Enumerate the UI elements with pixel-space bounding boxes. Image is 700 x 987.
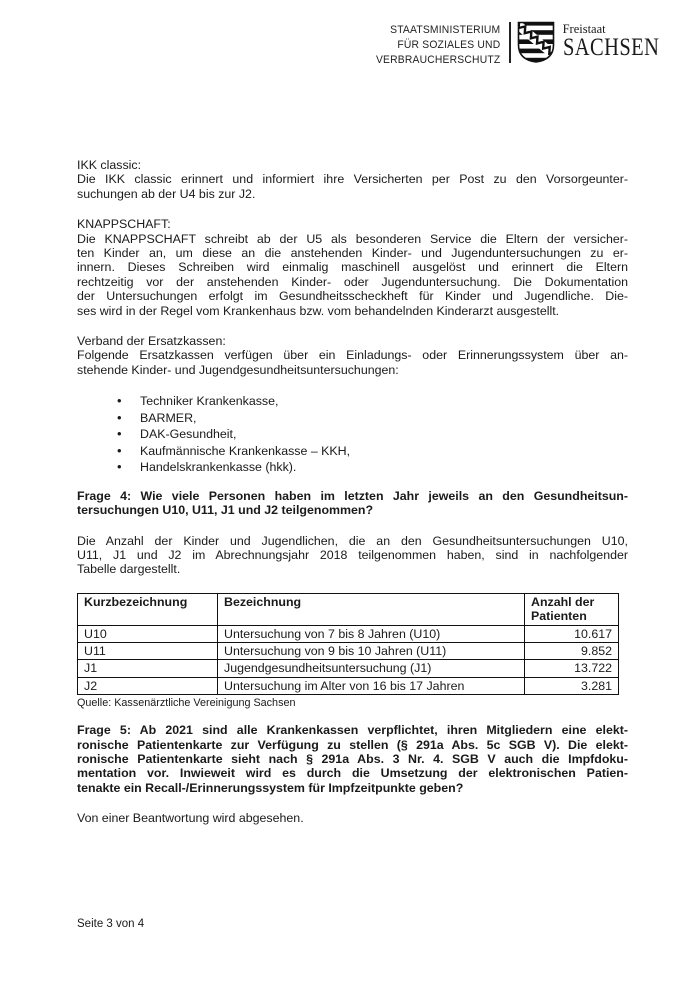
text-line: Die KNAPPSCHAFT schreibt ab der U5 als besonderen Service die Eltern der versicher- xyxy=(77,231,628,246)
table-cell: 9.852 xyxy=(525,643,619,660)
page-footer xyxy=(77,918,144,930)
ministry-line: VERBRAUCHERSCHUTZ xyxy=(376,53,501,66)
ministry-line: FÜR SOZIALES UND xyxy=(397,38,501,51)
letter-body xyxy=(77,158,628,842)
question-paragraph xyxy=(77,723,628,795)
text-line: suchungen ab der U4 bis zur J2. xyxy=(77,186,256,201)
text-line: stehende Kinder- und Jugendgesundheitsuntersuchungen: xyxy=(77,362,399,377)
table-cell: J1 xyxy=(78,660,218,677)
table-cell: 13.722 xyxy=(525,660,619,677)
paragraph-label: IKK classic: xyxy=(77,158,142,172)
column-header: Kurzbezeichnung xyxy=(78,593,218,625)
paragraph xyxy=(77,217,628,318)
state-brand xyxy=(563,20,680,60)
table-cell: U10 xyxy=(78,625,218,642)
paragraph xyxy=(77,334,628,377)
text-line: ses wird in der Regel vom Krankenhaus bzw. vom behandelnden Kinderarzt ausgestellt. xyxy=(77,303,560,318)
table-cell: Untersuchung im Alter von 16 bis 17 Jahren xyxy=(218,677,525,694)
text-line: tenakte ein Recall-/Erinnerungssystem für Impfzeitpunkte geben? xyxy=(77,780,464,795)
question-paragraph xyxy=(77,489,628,518)
text-line: ronische Patientenkarte sieht nach § 291a Abs. 3 Nr. 4. SGB V auch die Impfdoku- xyxy=(77,752,628,767)
table-header-row xyxy=(78,593,619,625)
header-divider xyxy=(509,22,511,63)
text-line: Tabelle dargestellt. xyxy=(77,562,181,577)
list-item: • BARMER, xyxy=(77,410,628,427)
text-line: U11, J1 und J2 im Abrechnungsjahr 2018 teilgenommen haben, sind in nachfolgender xyxy=(77,548,628,562)
text-line: tersuchungen U10, U11, J1 und J2 teilgenommen? xyxy=(77,503,374,518)
table-row xyxy=(78,660,619,677)
list-item: • Handelskrankenkasse (hkk). xyxy=(77,459,628,476)
text-line: Frage 4: Wie viele Personen haben im letzten Jahr jeweils an den Gesundheitsun- xyxy=(77,488,628,503)
page-number: Seite 3 von 4 xyxy=(77,918,145,930)
text-line: Frage 5: Ab 2021 sind alle Krankenkassen verpflichtet, ihren Mitgliedern eine elekt- xyxy=(77,723,628,738)
table-row xyxy=(78,625,619,642)
text-line: Von einer Beantwortung wird abgesehen. xyxy=(77,811,304,826)
paragraph xyxy=(77,158,628,201)
state-name-small: Freistaat xyxy=(562,22,606,36)
ministry-name xyxy=(376,23,500,67)
saxony-coat-of-arms-icon xyxy=(517,21,555,63)
table-section xyxy=(77,593,628,710)
list-item: • DAK-Gesundheit, xyxy=(77,426,628,443)
paragraph-label: Verband der Ersatzkassen: xyxy=(77,334,226,349)
text-line: innern. Dieses Schreiben wird einmalig maschinell ausgelöst und erinnert die Eltern xyxy=(77,260,628,275)
table-cell: U11 xyxy=(78,643,218,660)
list-item: • Techniker Krankenkasse, xyxy=(77,393,628,410)
table-source: Quelle: Kassenärztliche Vereinigung Sachsen xyxy=(77,697,296,710)
letterhead xyxy=(368,20,680,67)
state-name-large: SACHSEN xyxy=(562,34,659,61)
paragraph-label: KNAPPSCHAFT: xyxy=(77,217,171,232)
text-line: mentation vor. Inwieweit wird es durch die Umsetzung der elektronischen Patien- xyxy=(77,766,628,781)
examinations-table xyxy=(77,593,619,695)
table-row xyxy=(78,643,619,660)
list-item: • Kaufmännische Krankenkasse – KKH, xyxy=(77,443,628,460)
table-row xyxy=(78,677,619,694)
text-line: Die Anzahl der Kinder und Jugendlichen, die an den Gesundheitsuntersuchungen U10, xyxy=(77,533,628,548)
column-header: Anzahl der Patienten xyxy=(525,593,619,625)
text-line: Folgende Ersatzkassen verfügen über ein Einladungs- oder Erinnerungssystem über an- xyxy=(77,348,628,363)
paragraph xyxy=(77,534,628,577)
text-line: ronische Patientenkarte zur Verfügung zu stellen (§ 291a Abs. 5c SGB V). Die elekt- xyxy=(77,737,628,752)
text-line: Die IKK classic erinnert und informiert ihre Versicherten per Post zu den Vorsorgeunter- xyxy=(77,172,628,187)
text-line: rechtzeitig vor der anstehenden Kinder- oder Jugenduntersuchung. Die Dokumentation xyxy=(77,274,628,289)
insurer-list xyxy=(77,393,628,476)
table-cell: Jugendgesundheitsuntersuchung (J1) xyxy=(218,660,525,677)
table-cell: Untersuchung von 7 bis 8 Jahren (U10) xyxy=(218,625,525,642)
paragraph xyxy=(77,811,628,825)
table-cell: 10.617 xyxy=(525,625,619,642)
column-header: Bezeichnung xyxy=(218,593,525,625)
table-cell: 3.281 xyxy=(525,677,619,694)
text-line: ten Kinder an, um diese an die anstehenden Kinder- und Jugenduntersuchungen zu er- xyxy=(77,246,628,261)
table-cell: J2 xyxy=(78,677,218,694)
text-line: der Untersuchungen erfolgt im Gesundheitsscheckheft für Kinder und Jugendliche. Die- xyxy=(77,289,628,304)
table-cell: Untersuchung von 9 bis 10 Jahren (U11) xyxy=(218,643,525,660)
ministry-line: STAATSMINISTERIUM xyxy=(390,24,501,36)
